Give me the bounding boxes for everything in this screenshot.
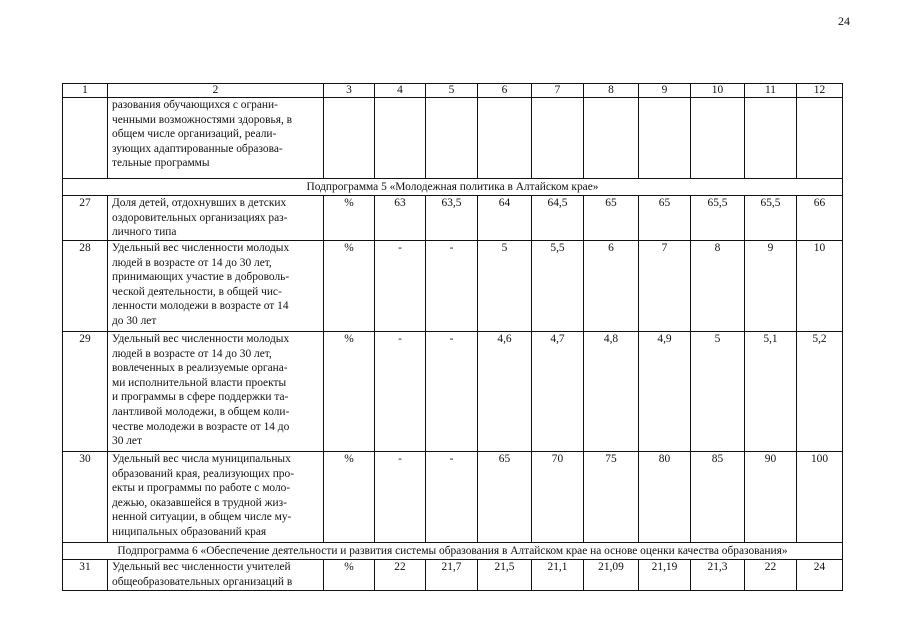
- value-cell: 65: [478, 452, 532, 543]
- header-cell: 12: [797, 84, 843, 98]
- value-cell: 21,19: [639, 560, 691, 591]
- value-cell: 75: [584, 452, 639, 543]
- value-cell: 90: [745, 452, 797, 543]
- header-row: [63, 84, 843, 98]
- header-cell: 4: [375, 84, 426, 98]
- value-cell: 80: [639, 452, 691, 543]
- value-cell: 21,7: [426, 560, 478, 591]
- header-cell: 11: [745, 84, 797, 98]
- text-line: ческой деятельности, в общей чис-: [112, 285, 282, 298]
- text-line: до 30 лет: [112, 314, 157, 327]
- header-cell: 5: [426, 84, 478, 98]
- row-number-cell: 30: [63, 452, 108, 543]
- row-number-cell: 31: [63, 560, 108, 591]
- indicator-description: [108, 560, 324, 591]
- text-line: вовлеченных в реализуемые органа-: [112, 362, 288, 375]
- indicator-description: [108, 98, 324, 179]
- page-number: 24: [838, 14, 850, 28]
- subprogram-row: [63, 179, 843, 196]
- unit-cell: %: [324, 241, 375, 332]
- value-cell: 64: [478, 196, 532, 241]
- header-cell: 6: [478, 84, 532, 98]
- header-cell: 8: [584, 84, 639, 98]
- header-cell: 2: [108, 84, 324, 98]
- value-cell: 4,9: [639, 332, 691, 452]
- value-cell: -: [375, 452, 426, 543]
- text-line: общем числе организаций, реали-: [112, 128, 277, 141]
- value-cell: -: [426, 332, 478, 452]
- indicator-description: [108, 452, 324, 543]
- text-line: дежью, оказавшейся в трудной жиз-: [112, 496, 287, 509]
- text-line: зующих адаптированные образова-: [112, 142, 283, 155]
- value-cell: -: [375, 241, 426, 332]
- header-cell: 10: [691, 84, 745, 98]
- value-cell: 21,1: [532, 560, 584, 591]
- header-cell: 9: [639, 84, 691, 98]
- unit-cell: [324, 98, 375, 179]
- text-line: Доля детей, отдохнувших в детских: [112, 197, 287, 209]
- value-cell: [426, 98, 478, 179]
- unit-cell: %: [324, 196, 375, 241]
- text-line: 30 лет: [112, 435, 142, 448]
- text-line: разования обучающихся с ограни-: [112, 99, 278, 111]
- text-line: ниципальных образований края: [112, 525, 267, 538]
- value-cell: [745, 98, 797, 179]
- value-cell: 5: [691, 332, 745, 452]
- text-line: людей в возрасте от 14 до 30 лет,: [112, 256, 272, 269]
- value-cell: [532, 98, 584, 179]
- value-cell: 22: [375, 560, 426, 591]
- value-cell: 5,2: [797, 332, 843, 452]
- value-cell: 4,6: [478, 332, 532, 452]
- value-cell: 4,8: [584, 332, 639, 452]
- row-number-cell: [63, 98, 108, 179]
- header-cell: 7: [532, 84, 584, 98]
- text-line: ленности молодежи в возрасте от 14: [112, 300, 289, 313]
- row-number-cell: 29: [63, 332, 108, 452]
- value-cell: 21,5: [478, 560, 532, 591]
- table-row: [63, 332, 843, 452]
- table-row: [63, 241, 843, 332]
- value-cell: 85: [691, 452, 745, 543]
- value-cell: 63,5: [426, 196, 478, 241]
- row-number-cell: 28: [63, 241, 108, 332]
- value-cell: 5,1: [745, 332, 797, 452]
- indicator-description: [108, 196, 324, 241]
- unit-cell: %: [324, 560, 375, 591]
- text-line: людей в возрасте от 14 до 30 лет,: [112, 347, 272, 360]
- text-line: Удельный вес численности молодых: [112, 333, 290, 345]
- value-cell: 10: [797, 241, 843, 332]
- subprogram-6-title: Подпрограмма 6 «Обеспечение деятельности и развития системы образования в Алтайском крае на основе оценки качества образования»: [63, 543, 843, 560]
- indicators-table: [62, 83, 843, 591]
- unit-cell: %: [324, 452, 375, 543]
- text-line: Удельный вес численности молодых: [112, 242, 290, 254]
- text-line: честве молодежи в возрасте от 14 до: [112, 420, 290, 433]
- value-cell: 5: [478, 241, 532, 332]
- indicator-description: [108, 332, 324, 452]
- text-line: Удельный вес численности учителей: [112, 561, 291, 573]
- value-cell: [691, 98, 745, 179]
- text-line: оздоровительных организациях раз-: [112, 211, 288, 224]
- value-cell: 22: [745, 560, 797, 591]
- value-cell: 8: [691, 241, 745, 332]
- table-row: [63, 98, 843, 179]
- value-cell: -: [426, 452, 478, 543]
- table-row: [63, 452, 843, 543]
- table-row: [63, 560, 843, 591]
- text-line: ми исполнительной власти проекты: [112, 376, 287, 389]
- value-cell: 9: [745, 241, 797, 332]
- value-cell: 70: [532, 452, 584, 543]
- header-cell: 3: [324, 84, 375, 98]
- value-cell: 65: [639, 196, 691, 241]
- text-line: лантливой молодежи, в общем коли-: [112, 405, 290, 418]
- value-cell: [639, 98, 691, 179]
- unit-cell: %: [324, 332, 375, 452]
- table-row: [63, 196, 843, 241]
- text-line: общеобразовательных организаций в: [112, 575, 293, 588]
- text-line: тельные программы: [112, 157, 210, 170]
- value-cell: [797, 98, 843, 179]
- value-cell: 100: [797, 452, 843, 543]
- value-cell: [584, 98, 639, 179]
- text-line: и программы в сфере поддержки та-: [112, 391, 289, 404]
- value-cell: [478, 98, 532, 179]
- text-line: принимающих участие в доброволь-: [112, 271, 290, 284]
- value-cell: 4,7: [532, 332, 584, 452]
- value-cell: -: [375, 332, 426, 452]
- value-cell: 65,5: [745, 196, 797, 241]
- value-cell: 65: [584, 196, 639, 241]
- subprogram-row: [63, 543, 843, 560]
- text-line: ненной ситуации, в общем числе му-: [112, 511, 292, 524]
- value-cell: 65,5: [691, 196, 745, 241]
- text-line: ченными возможностями здоровья, в: [112, 113, 293, 126]
- text-line: Удельный вес числа муниципальных: [112, 453, 291, 465]
- text-line: екты и программы по работе с моло-: [112, 482, 291, 495]
- text-line: образований края, реализующих про-: [112, 467, 294, 480]
- value-cell: [375, 98, 426, 179]
- value-cell: 7: [639, 241, 691, 332]
- value-cell: 24: [797, 560, 843, 591]
- value-cell: 5,5: [532, 241, 584, 332]
- value-cell: 21,3: [691, 560, 745, 591]
- row-number-cell: 27: [63, 196, 108, 241]
- indicator-description: [108, 241, 324, 332]
- value-cell: 64,5: [532, 196, 584, 241]
- value-cell: 21,09: [584, 560, 639, 591]
- value-cell: -: [426, 241, 478, 332]
- value-cell: 6: [584, 241, 639, 332]
- value-cell: 63: [375, 196, 426, 241]
- text-line: личного типа: [112, 226, 177, 239]
- subprogram-5-title: Подпрограмма 5 «Молодежная политика в Алтайском крае»: [63, 179, 843, 196]
- value-cell: 66: [797, 196, 843, 241]
- header-cell: 1: [63, 84, 108, 98]
